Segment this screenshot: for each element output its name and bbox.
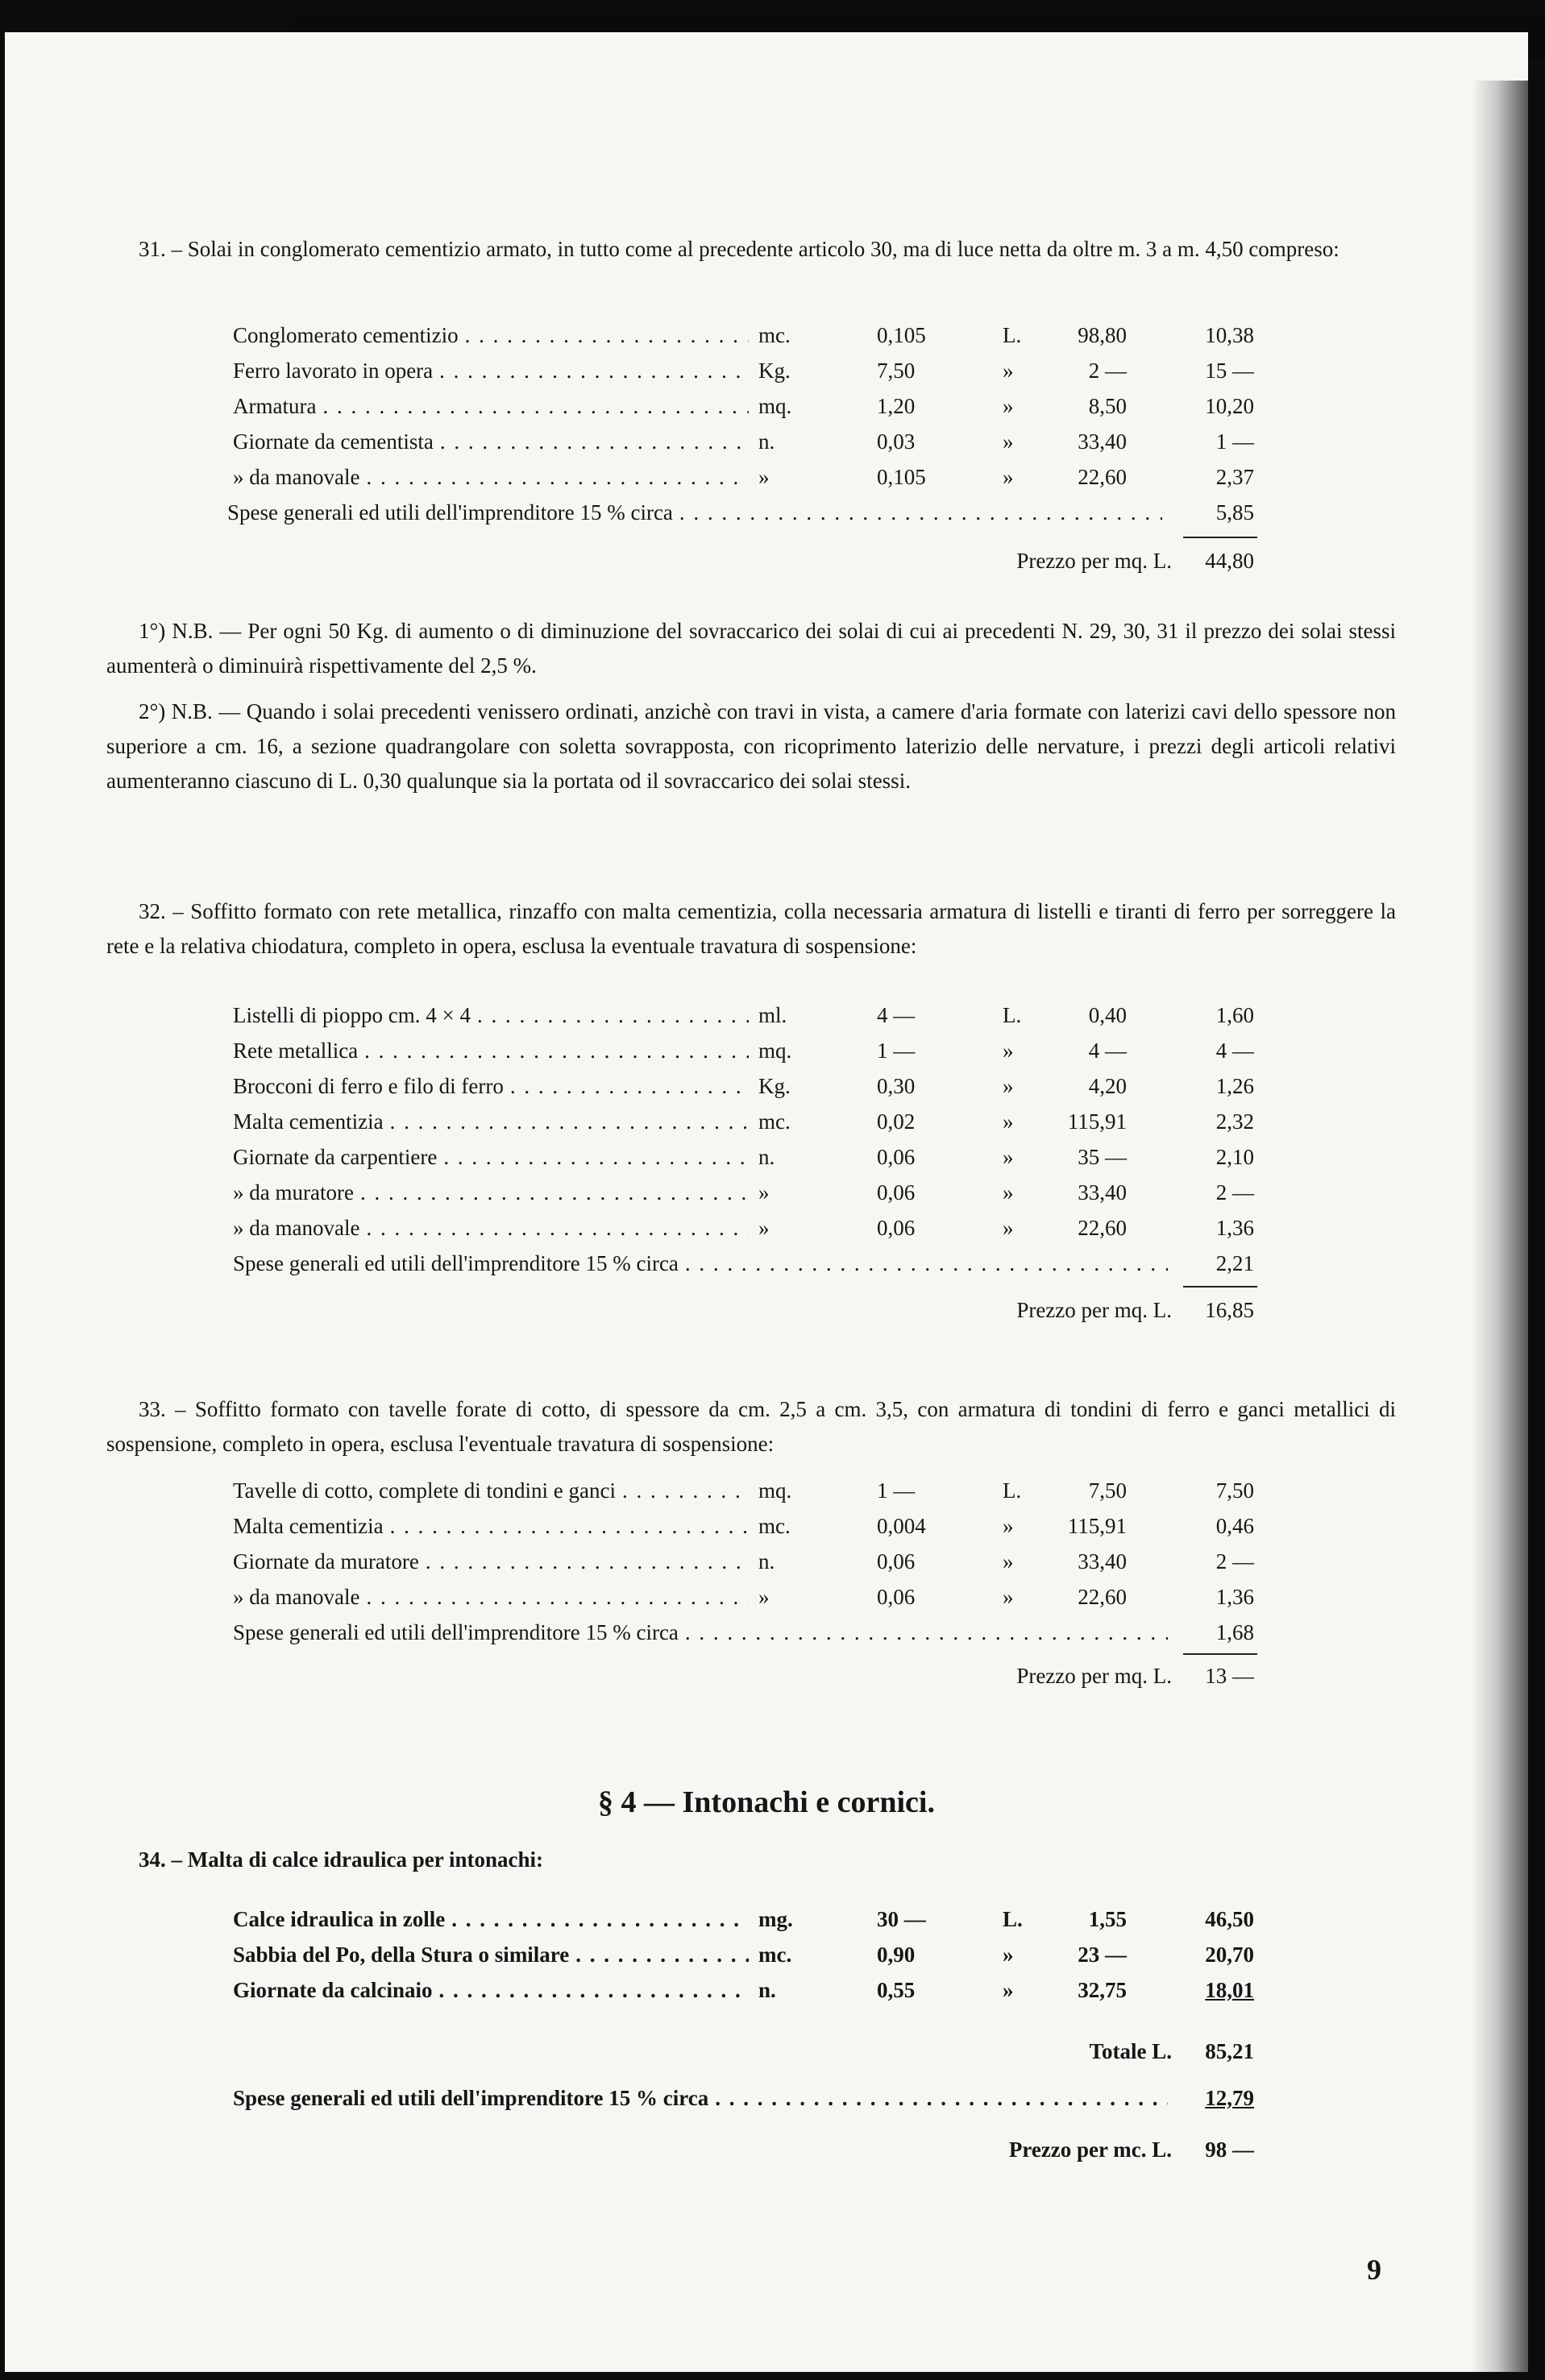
item-amount: 4 —	[1215, 1039, 1254, 1063]
table-row	[5, 1176, 1528, 1209]
item-currency: »	[1003, 1074, 1014, 1098]
subtotal-row	[5, 2035, 1528, 2067]
note-1: 1°) N.B. — Per ogni 50 Kg. di aumento o di diminuzione del sovraccarico dei solai di cui ai precedenti N. 29, 30, 31 il prezzo dei solai stessi aumenterà o diminuirà rispettivamente del 2,5 %.	[106, 619, 1396, 678]
item-unit-price: 4,20	[1088, 1074, 1127, 1098]
item-quantity: 0,105	[877, 465, 926, 489]
total-row	[5, 545, 1528, 577]
total-label: Prezzo per mq. L.	[1016, 549, 1172, 573]
overhead-label: Spese generali ed utili dell'imprenditore 15 % circa . . .	[233, 1616, 1168, 1648]
table-row	[5, 1070, 1528, 1102]
item-amount: 1,36	[1215, 1216, 1254, 1240]
item-quantity: 0,55	[877, 1978, 916, 2002]
item-amount: 2,10	[1215, 1145, 1254, 1169]
item-unit: »	[758, 1585, 770, 1609]
overhead-row	[5, 1247, 1528, 1279]
item-description: Armatura . . .	[233, 390, 749, 422]
item-quantity: 0,30	[877, 1074, 916, 1098]
sum-rule	[1183, 537, 1257, 538]
table-row	[5, 425, 1528, 458]
item-amount: 15 —	[1205, 359, 1254, 383]
item-quantity: 0,06	[877, 1216, 916, 1240]
item-description: Giornate da carpentiere . . .	[233, 1141, 749, 1173]
item-quantity: 7,50	[877, 359, 916, 383]
item-currency: »	[1003, 1180, 1014, 1205]
item-quantity: 0,06	[877, 1549, 916, 1574]
item-currency: »	[1003, 1514, 1014, 1538]
item-unit-price: 115,91	[1067, 1109, 1127, 1134]
item-description: Malta cementizia . . .	[233, 1510, 749, 1542]
item-unit-price: 115,91	[1067, 1514, 1127, 1538]
table-row	[5, 390, 1528, 422]
item-quantity: 0,105	[877, 323, 926, 347]
item-currency: L.	[1003, 1907, 1023, 1931]
overhead-label: Spese generali ed utili dell'imprenditore 15 % circa . . .	[233, 1247, 1168, 1279]
item-unit-price: 22,60	[1078, 465, 1127, 489]
table-row	[5, 1974, 1528, 2006]
item-quantity: 0,06	[877, 1145, 916, 1169]
item-amount: 20,70	[1205, 1943, 1254, 1967]
item-unit: n.	[758, 1145, 775, 1169]
item-unit: mc.	[758, 1943, 792, 1967]
item-currency: »	[1003, 1943, 1014, 1967]
item-currency: L.	[1003, 1003, 1022, 1027]
item-unit-price: 2 —	[1088, 359, 1127, 383]
overhead-amount: 2,21	[1215, 1251, 1254, 1275]
total-row	[5, 1294, 1528, 1326]
table-row	[5, 1581, 1528, 1613]
item-amount: 7,50	[1215, 1478, 1254, 1503]
item-unit: ml.	[758, 1003, 787, 1027]
item-description: Giornate da cementista . . .	[233, 425, 749, 458]
item-description: Calce idraulica in zolle . . .	[233, 1903, 749, 1935]
item-unit-price: 33,40	[1078, 429, 1127, 454]
total-value: 44,80	[1205, 549, 1254, 573]
item-amount: 10,38	[1205, 323, 1254, 347]
overhead-amount: 5,85	[1215, 500, 1254, 525]
table-row	[5, 1938, 1528, 1971]
overhead-row	[5, 496, 1528, 529]
item-description: » da manovale . . .	[233, 1212, 749, 1244]
item-description: » da manovale . . .	[233, 461, 749, 493]
sum-rule	[1183, 1286, 1257, 1287]
item-unit: »	[758, 1216, 770, 1240]
item-quantity: 1,20	[877, 394, 916, 418]
item-unit: n.	[758, 1549, 775, 1574]
item-amount: 1,36	[1215, 1585, 1254, 1609]
item-quantity: 0,02	[877, 1109, 916, 1134]
note-2: 2°) N.B. — Quando i solai precedenti venissero ordinati, anzichè con travi in vista, a camere d'aria formate con laterizi cavi dello spessore non superiore a cm. 16, a sezione quadrangolare con soletta sovrapposta, con ricoprimento laterizio delle nervature, i prezzi degli articoli relativi aumenteranno ciascuno di L. 0,30 qualunque sia la portata od il sovraccarico dei solai stessi.	[106, 699, 1396, 793]
item-description: » da manovale . . .	[233, 1581, 749, 1613]
item-quantity: 0,90	[877, 1943, 916, 1967]
item-unit: mq.	[758, 1478, 792, 1503]
overhead-label: Spese generali ed utili dell'imprenditore 15 % circa . . .	[233, 2082, 1168, 2114]
table-row	[5, 319, 1528, 351]
item-unit-price: 23 —	[1078, 1943, 1127, 1967]
overhead-row	[5, 1616, 1528, 1648]
item-unit-price: 98,80	[1078, 323, 1127, 347]
item-description: Sabbia del Po, della Stura o similare . . .	[233, 1938, 749, 1971]
table-row	[5, 1474, 1528, 1507]
item-currency: »	[1003, 1549, 1014, 1574]
item-quantity: 0,06	[877, 1585, 916, 1609]
item-unit: Kg.	[758, 1074, 791, 1098]
item-unit: mg.	[758, 1907, 793, 1931]
item-quantity: 30 —	[877, 1907, 926, 1931]
table-row	[5, 999, 1528, 1031]
art34-title: 34. – Malta di calce idraulica per intonachi:	[139, 1847, 543, 1872]
art32-intro: 32. – Soffitto formato con rete metallica, rinzaffo con malta cementizia, colla necessaria armatura di listelli e tiranti di ferro per sorreggere la rete e la relativa chiodatura, completo in opera, esclusa la eventuale travatura di sospensione:	[106, 899, 1396, 958]
total-row	[5, 1660, 1528, 1692]
table-row	[5, 461, 1528, 493]
item-description: Conglomerato cementizio . . .	[233, 319, 749, 351]
table-row	[5, 355, 1528, 387]
item-description: Giornate da calcinaio . . .	[233, 1974, 749, 2006]
item-description: Tavelle di cotto, complete di tondini e ganci . . .	[233, 1474, 749, 1507]
item-unit: Kg.	[758, 359, 791, 383]
item-description: » da muratore . . .	[233, 1176, 749, 1209]
item-unit-price: 4 —	[1088, 1039, 1127, 1063]
item-currency: »	[1003, 359, 1014, 383]
item-amount: 18,01	[1205, 1978, 1254, 2002]
table-row	[5, 1035, 1528, 1067]
item-description: Malta cementizia . . .	[233, 1105, 749, 1138]
item-quantity: 0,004	[877, 1514, 926, 1538]
overhead-amount: 1,68	[1215, 1620, 1254, 1644]
item-unit: mc.	[758, 1109, 791, 1134]
item-amount: 2 —	[1215, 1549, 1254, 1574]
item-currency: »	[1003, 1978, 1014, 2002]
item-description: Brocconi di ferro e filo di ferro . . .	[233, 1070, 749, 1102]
total-label: Prezzo per mc. L.	[1008, 2137, 1172, 2162]
item-currency: »	[1003, 1216, 1014, 1240]
item-unit-price: 35 —	[1078, 1145, 1127, 1169]
item-amount: 2,32	[1215, 1109, 1254, 1134]
item-amount: 1 —	[1215, 429, 1254, 454]
overhead-row	[5, 2082, 1528, 2114]
item-quantity: 1 —	[877, 1039, 916, 1063]
item-currency: »	[1003, 394, 1014, 418]
table-row	[5, 1141, 1528, 1173]
item-unit-price: 7,50	[1088, 1478, 1127, 1503]
item-currency: »	[1003, 1585, 1014, 1609]
section-heading: § 4 — Intonachi e cornici.	[598, 1785, 935, 1819]
item-quantity: 0,03	[877, 429, 916, 454]
item-currency: »	[1003, 1145, 1014, 1169]
item-description: Rete metallica . . .	[233, 1035, 749, 1067]
item-unit-price: 22,60	[1078, 1585, 1127, 1609]
item-quantity: 1 —	[877, 1478, 916, 1503]
sum-rule	[1183, 1653, 1257, 1655]
item-currency: »	[1003, 429, 1014, 454]
table-row	[5, 1212, 1528, 1244]
total-value: 13 —	[1205, 1664, 1254, 1688]
item-currency: L.	[1003, 1478, 1022, 1503]
item-unit: »	[758, 1180, 770, 1205]
page-number: 9	[1367, 2254, 1381, 2286]
item-amount: 1,60	[1215, 1003, 1254, 1027]
overhead-amount: 12,79	[1205, 2086, 1254, 2110]
item-description: Listelli di pioppo cm. 4 × 4 . . .	[233, 999, 749, 1031]
item-unit: mc.	[758, 1514, 791, 1538]
item-currency: »	[1003, 1109, 1014, 1134]
subtotal-label: Totale L.	[1089, 2039, 1172, 2063]
table-row	[5, 1903, 1528, 1935]
item-unit-price: 8,50	[1088, 394, 1127, 418]
total-label: Prezzo per mq. L.	[1016, 1664, 1172, 1688]
item-quantity: 0,06	[877, 1180, 916, 1205]
item-amount: 1,26	[1215, 1074, 1254, 1098]
table-row	[5, 1545, 1528, 1578]
item-unit-price: 33,40	[1078, 1180, 1127, 1205]
total-row	[5, 2133, 1528, 2166]
item-unit: »	[758, 465, 770, 489]
item-description: Giornate da muratore . . .	[233, 1545, 749, 1578]
overhead-label: Spese generali ed utili dell'imprenditore 15 % circa . . .	[227, 496, 1162, 529]
item-unit-price: 22,60	[1078, 1216, 1127, 1240]
total-label: Prezzo per mq. L.	[1016, 1298, 1172, 1322]
item-unit: mq.	[758, 1039, 792, 1063]
art33-intro: 33. – Soffitto formato con tavelle forate di cotto, di spessore da cm. 2,5 a cm. 3,5, con armatura di tondini di ferro e ganci metallici di sospensione, completo in opera, esclusa l'eventuale travatura di sospensione:	[106, 1397, 1396, 1456]
table-row	[5, 1105, 1528, 1138]
item-quantity: 4 —	[877, 1003, 916, 1027]
item-unit: mc.	[758, 323, 791, 347]
item-unit-price: 33,40	[1078, 1549, 1127, 1574]
item-amount: 2 —	[1215, 1180, 1254, 1205]
item-amount: 0,46	[1215, 1514, 1254, 1538]
item-description: Ferro lavorato in opera . . .	[233, 355, 749, 387]
item-amount: 10,20	[1205, 394, 1254, 418]
item-currency: »	[1003, 465, 1014, 489]
item-amount: 46,50	[1205, 1907, 1254, 1931]
item-unit-price: 0,40	[1088, 1003, 1127, 1027]
total-value: 16,85	[1205, 1298, 1254, 1322]
total-value: 98 —	[1205, 2137, 1254, 2162]
table-row	[5, 1510, 1528, 1542]
item-unit-price: 32,75	[1078, 1978, 1127, 2002]
page	[5, 32, 1528, 2372]
item-unit: mq.	[758, 394, 792, 418]
item-unit: n.	[758, 1978, 776, 2002]
item-unit: n.	[758, 429, 775, 454]
item-unit-price: 1,55	[1088, 1907, 1127, 1931]
subtotal-value: 85,21	[1205, 2039, 1254, 2063]
art31-intro: 31. – Solai in conglomerato cementizio armato, in tutto come al precedente articolo 30, ma di luce netta da oltre m. 3 a m. 4,50 compreso:	[139, 237, 1339, 261]
item-amount: 2,37	[1215, 465, 1254, 489]
item-currency: L.	[1003, 323, 1022, 347]
item-currency: »	[1003, 1039, 1014, 1063]
